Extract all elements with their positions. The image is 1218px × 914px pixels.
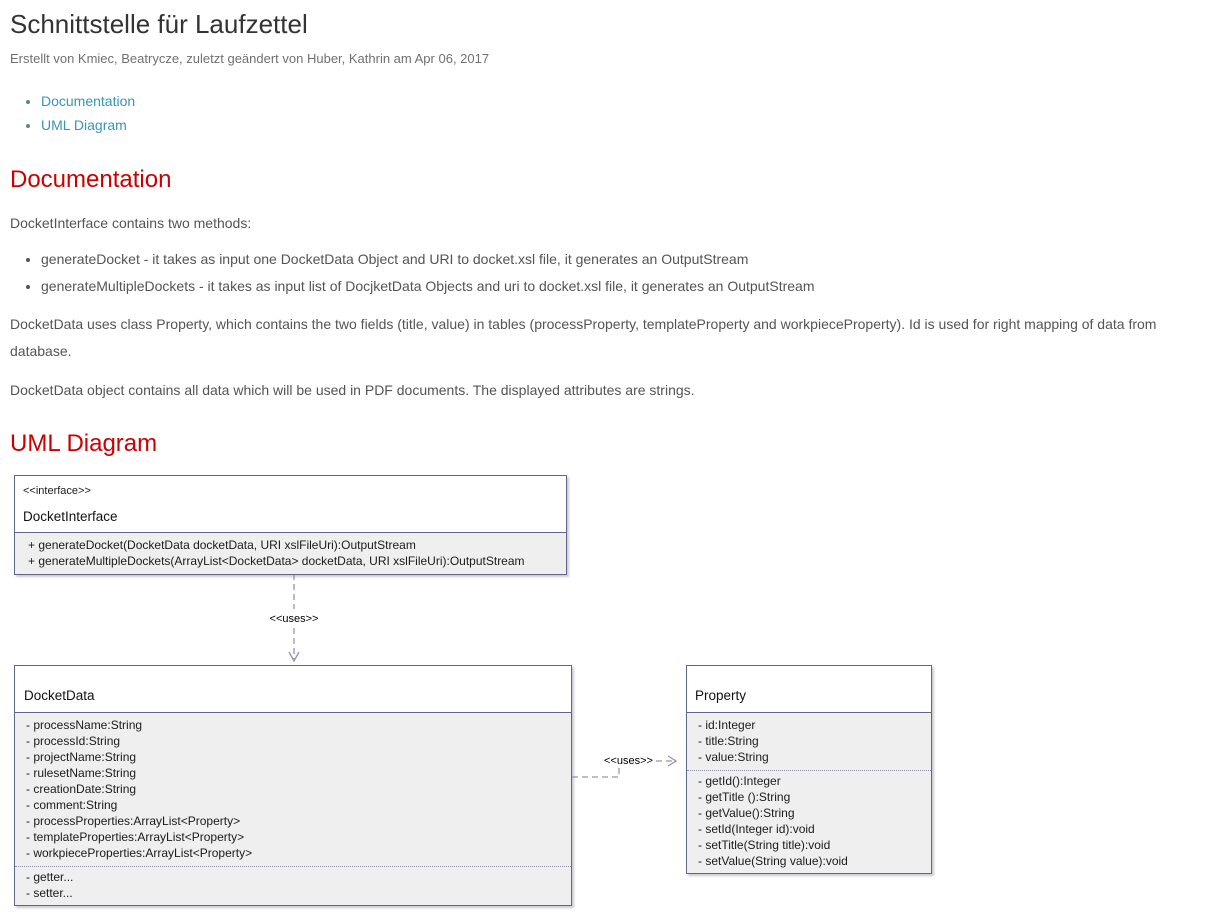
uml-method-row: + generateMultipleDockets(ArrayList<DocketData> docketData, URI xslFileUri):OutputStream <box>28 553 525 568</box>
property-header <box>687 666 931 712</box>
uml-attribute-row: - rulesetName:String <box>26 765 137 780</box>
byline: Erstellt von Kmiec, Beatrycze, zuletzt geändert von Huber, Kathrin am Apr 06, 2017 <box>10 50 490 66</box>
property-methods <box>687 770 931 873</box>
uml-attribute-row: - workpieceProperties:ArrayList<Property> <box>26 845 253 860</box>
uml-class-docketinterface <box>14 475 567 575</box>
docketdata-header <box>15 666 571 712</box>
uses-label-vertical: <<uses>> <box>269 612 319 625</box>
toc-list <box>10 93 1208 133</box>
uses-label-horizontal: <<uses>> <box>604 754 653 767</box>
docketinterface-header <box>15 476 566 532</box>
uml-attribute-row: - value:String <box>698 749 769 764</box>
toc-link[interactable]: UML Diagram <box>41 116 127 133</box>
uml-diagram <box>10 470 950 904</box>
uml-method-row: - getTitle ():String <box>698 789 791 804</box>
uml-method-row: - setter... <box>26 885 73 900</box>
docketdata-name: DocketData <box>24 687 95 703</box>
documentation-intro: DocketInterface contains two methods: <box>10 215 252 232</box>
toc-item <box>41 117 1208 133</box>
uml-attribute-row: - id:Integer <box>698 717 756 732</box>
toc-link[interactable]: Documentation <box>41 92 136 109</box>
uml-method-row: + generateDocket(DocketData docketData, URI xslFileUri):OutputStream <box>28 537 416 552</box>
documentation-method-item: • generateMultipleDockets - it takes as input list of DocjketData Objects and uri to docket.xsl file, it generates an OutputStream <box>41 276 1208 296</box>
uml-method-row: - setId(Integer id):void <box>698 821 815 836</box>
property-name: Property <box>695 687 747 703</box>
uml-method-row: - getId():Integer <box>698 773 781 788</box>
documentation-heading: Documentation <box>10 165 172 193</box>
documentation-paragraph-2: DocketData object contains all data which will be used in PDF documents. The displayed attributes are strings. <box>10 381 695 398</box>
docketdata-methods <box>15 866 571 905</box>
uml-attribute-row: - processProperties:ArrayList<Property> <box>26 813 241 828</box>
uml-diagram-heading: UML Diagram <box>10 430 158 458</box>
uml-attribute-row: - processName:String <box>26 717 143 732</box>
documentation-method-item: • generateDocket - it takes as input one DocketData Object and URI to docket.xsl file, it generates an OutputStream <box>41 249 1208 269</box>
uml-attribute-row: - projectName:String <box>26 749 137 764</box>
docketinterface-methods <box>15 532 566 574</box>
uml-attribute-row: - templateProperties:ArrayList<Property> <box>26 829 245 844</box>
documentation-paragraph-1: DocketData uses class Property, which contains the two fields (title, value) in tables (processProperty, templateProperty and workpieceProperty). Id is used for right mapping of data from database. <box>10 316 1157 360</box>
property-attributes <box>687 712 931 770</box>
uml-method-row: - setValue(String value):void <box>698 853 848 868</box>
uml-class-property <box>686 665 932 874</box>
docketinterface-name: DocketInterface <box>23 508 118 524</box>
uml-attribute-row: - title:String <box>698 733 759 748</box>
uml-method-row: - setTitle(String title):void <box>698 837 831 852</box>
documentation-method-list <box>10 249 1208 297</box>
uml-attribute-row: - comment:String <box>26 797 118 812</box>
uml-class-docketdata <box>14 665 572 906</box>
docketdata-attributes <box>15 712 571 866</box>
docketinterface-stereotype: <<interface>> <box>23 484 91 497</box>
page-title: Schnittstelle für Laufzettel <box>10 9 308 39</box>
uml-attribute-row: - creationDate:String <box>26 781 137 796</box>
uml-method-row: - getter... <box>26 869 74 884</box>
toc-item <box>41 93 1208 109</box>
uml-method-row: - getValue():String <box>698 805 795 820</box>
uml-attribute-row: - processId:String <box>26 733 121 748</box>
